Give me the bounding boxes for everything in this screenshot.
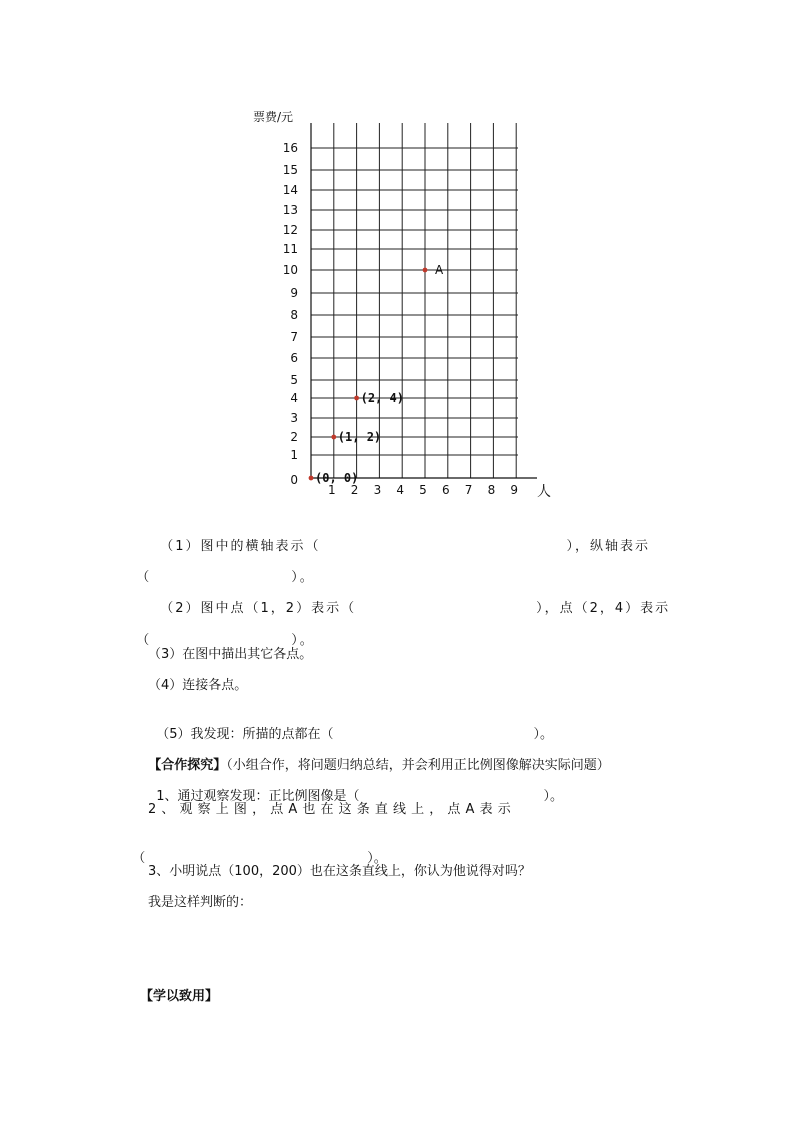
y-tick-label: 4 (290, 391, 298, 405)
x-tick-label: 6 (441, 483, 450, 497)
x-tick-label: 2 (350, 483, 359, 497)
data-point (354, 396, 359, 401)
explore-item-1-text: 1、通过观察发现：正比例图像是（ (156, 789, 360, 804)
data-point-label: (2, 4) (360, 391, 404, 405)
explore-description: （小组合作，将问题归纳总结，并会利用正比例图像解决实际问题） (226, 758, 610, 773)
question-2-close: ）。 (291, 633, 315, 648)
y-tick-label: 3 (290, 411, 298, 425)
data-point (423, 268, 428, 273)
proportion-chart (0, 0, 794, 520)
question-1-text-end: ），纵轴表示 (566, 539, 651, 554)
x-tick-label: 4 (396, 483, 405, 497)
y-tick-label: 2 (290, 430, 298, 444)
x-tick-label: 8 (487, 483, 496, 497)
question-2-text: （2）图中点（1，2）表示（ (160, 601, 357, 616)
explore-item-2-close: ）。 (367, 851, 387, 866)
y-axis-label: 票费/元 (253, 110, 294, 124)
y-tick-label: 7 (290, 330, 298, 344)
x-tick-label: 3 (373, 483, 382, 497)
question-5-close: ）。 (533, 727, 554, 742)
chart-axes (311, 123, 537, 478)
y-tick-label: 10 (282, 263, 298, 277)
question-2-text-end: ），点（2，4）表示 (536, 601, 671, 616)
explore-item-3-note: 我是这样判断的： (148, 895, 253, 910)
explore-heading: 【合作探究】 (148, 758, 227, 773)
y-tick-label: 5 (290, 373, 298, 387)
question-4: （4）连接各点。 (148, 678, 248, 693)
y-tick-label: 0 (290, 473, 298, 487)
y-tick-label: 14 (282, 183, 298, 197)
explore-item-1-close: ）。 (543, 789, 564, 804)
question-2-open: （ (136, 633, 152, 648)
y-tick-label: 15 (282, 163, 298, 177)
explore-item-3: 3、小明说点（100，200）也在这条直线上，你认为他说得对吗？ (148, 864, 531, 879)
y-tick-label: 12 (282, 223, 298, 237)
x-tick-label: 9 (510, 483, 519, 497)
question-1-close: ）。 (291, 570, 315, 585)
question-1-text: （1）图中的横轴表示（ (160, 539, 321, 554)
data-point-label: (1, 2) (337, 430, 382, 444)
explore-item-2-line-1: 2 、 观 察 上 图 ， 点 A 也 在 这 条 直 线 上 ， 点 A 表 示 (148, 802, 511, 817)
y-tick-label: 8 (290, 308, 298, 322)
chart-grid (311, 123, 518, 478)
x-axis-label: 人 (537, 484, 551, 500)
data-point-label: A (435, 263, 444, 277)
question-5-text: （5）我发现：所描的点都在（ (156, 727, 334, 742)
y-tick-labels (283, 141, 298, 487)
y-tick-label: 6 (290, 351, 298, 365)
x-tick-label: 7 (464, 483, 473, 497)
y-tick-label: 9 (290, 286, 298, 300)
data-point (309, 476, 314, 481)
x-tick-labels (328, 483, 518, 497)
question-3: （3）在图中描出其它各点。 (148, 647, 313, 662)
data-point-label: (0, 0) (315, 471, 359, 485)
x-tick-label: 1 (327, 483, 336, 497)
data-point (331, 435, 336, 440)
apply-heading: 【学以致用】 (140, 989, 219, 1004)
y-tick-label: 13 (282, 203, 298, 217)
x-tick-label: 5 (419, 483, 427, 497)
y-tick-label: 11 (282, 242, 298, 256)
y-tick-label: 1 (290, 448, 298, 462)
question-2-line-1 (148, 582, 670, 618)
explore-item-2-open: （ (132, 851, 146, 866)
question-1-open: （ (136, 570, 152, 585)
data-points (309, 263, 444, 485)
question-2-line-2 (124, 614, 315, 650)
y-tick-label: 16 (282, 141, 298, 155)
